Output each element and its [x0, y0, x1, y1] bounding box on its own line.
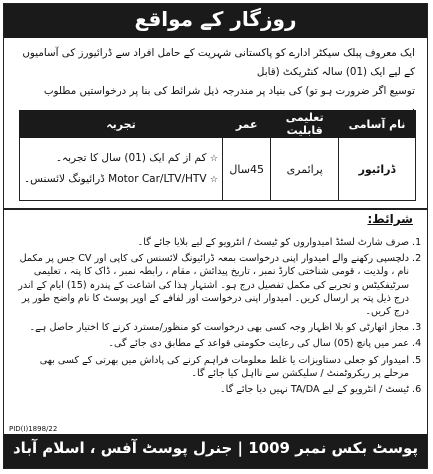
jobs-table — [19, 110, 416, 201]
footer-address: پوسٹ بکس نمبر 1009 | جنرل پوسٹ آفس ، اسلام آباد — [12, 439, 419, 457]
header-education: تعلیمی قابلیت — [271, 111, 339, 138]
cell-post: ڈرائیور — [339, 138, 416, 201]
list-item: 2. دلچسپی رکھنے والے امیدوار اپنی درخواست بمعہ ڈرائیونگ لائسنس کی کاپی اور CV جس پر مکمل نام ، ولدیت ، قومی شناختی کارڈ نمبر ، تاریخ پیدائش ، مقام ، رابطہ نمبر ، ڈاک کا پتہ ، تعلیمی سرٹیفکیٹس و تجربے کی مکمل تفصیل درج ہو۔ اشتہار ہٰذا کی اشاعت کے پندرہ (15) ایام کے اندر درج ذیل پتہ پر ارسال کریں۔ امیدوار اپنی درخواست اور لفافے کے اوپر پوسٹ کا نام واضح طور پر درج کریں۔ — [16, 252, 409, 318]
list-item: 6. ٹیسٹ / انٹرویو کے لیے TA/DA نہیں دیا جائے گا۔ — [16, 383, 409, 396]
intro-line-2: توسیع اگر ضرورت ہو تو) کی بنیاد پر مندرجہ ذیل شرائط کی بنا پر درخواستیں مطلوب — [43, 85, 415, 97]
star-icon: ☆ — [209, 154, 218, 164]
jobs-table-header-row — [20, 111, 416, 138]
header-experience: تجربہ — [20, 111, 223, 138]
divider — [4, 208, 427, 210]
star-icon: ☆ — [209, 175, 218, 185]
list-item: 5. امیدوار کو جعلی دستاویزات یا غلط معلومات فراہم کرنے کی پاداش میں بھرتی کے کسی بھی مرحلے پر ریکروٹمنٹ / سلیکشن سے نااہل کیا جائے گا۔ — [16, 354, 409, 380]
intro-line-1: ایک معروف پبلک سیکٹر ادارے کو پاکستانی شہریت کے حامل افراد سے ڈرائیورز کی آسامیوں کے لیے ایک (01) سالہ کنٹریکٹ (قابل — [22, 47, 415, 78]
experience-line-2 — [24, 169, 218, 190]
cell-age: 45سال — [222, 138, 271, 201]
conditions-list — [16, 236, 423, 399]
experience-text-2: Motor Car/LTV/HTV ڈرائیونگ لائسنس۔ — [24, 173, 207, 185]
advertisement-frame — [3, 3, 428, 469]
header-age: عمر — [222, 111, 271, 138]
conditions-title: شرائط: — [367, 212, 413, 226]
experience-line-1 — [24, 148, 218, 169]
table-row — [20, 138, 416, 201]
ad-title: روزگار کے مواقع — [134, 7, 297, 31]
footer-bar — [4, 434, 427, 468]
list-item: 1. صرف شارٹ لسٹڈ امیدواروں کو ٹیسٹ / انٹرویو کے لیے بلایا جائے گا۔ — [16, 236, 409, 249]
header-post: نام آسامی — [339, 111, 416, 138]
cell-experience — [20, 138, 223, 201]
title-bar — [4, 4, 427, 38]
intro-paragraph — [18, 44, 415, 120]
list-item: 4. عمر میں پانچ (05) سال کی رعایت حکومتی قواعد کے مطابق دی جائے گی۔ — [16, 337, 409, 350]
list-item: 3. مجاز اتھارٹی کو بلا اظہار وجہ کسی بھی درخواست کو منظور/مسترد کرنے کا اختیار حاصل ہے۔ — [16, 321, 409, 334]
pid-number: PID(I)1898/22 — [9, 425, 58, 433]
experience-text-1: کم از کم ایک (01) سال کا تجربہ۔ — [55, 152, 207, 164]
cell-education: پرائمری — [271, 138, 339, 201]
